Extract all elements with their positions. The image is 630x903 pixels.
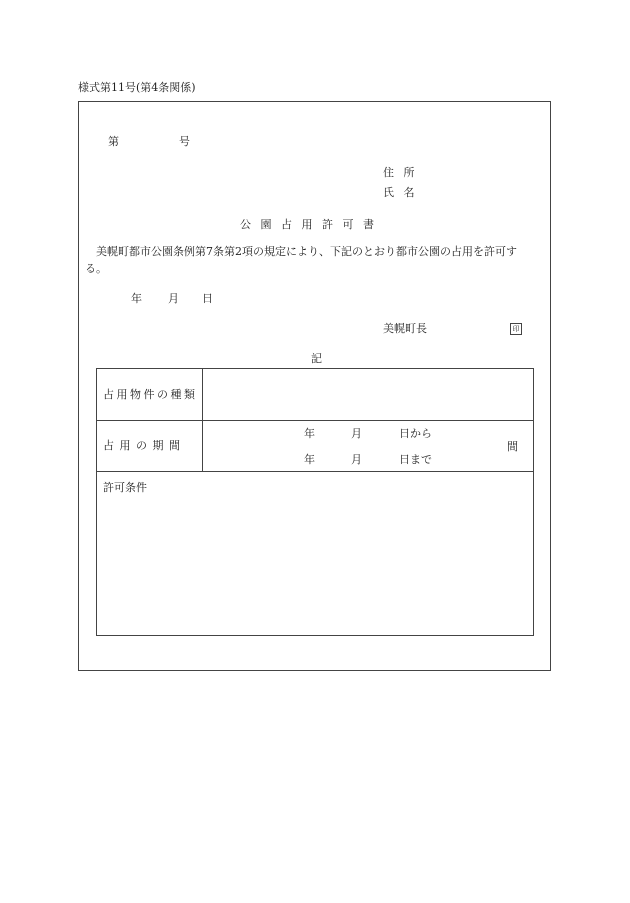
from-year: 年 — [304, 427, 315, 440]
from-month: 月 — [351, 427, 362, 440]
to-month: 月 — [351, 453, 362, 466]
document-title: 公 園 占 用 許 可 書 — [240, 218, 374, 231]
table-col-divider — [202, 369, 203, 471]
ki-label: 記 — [311, 352, 322, 365]
seal-mark — [510, 322, 522, 335]
doc-number-prefix: 第 — [108, 135, 119, 148]
date-month: 月 — [168, 292, 179, 305]
to-year: 年 — [304, 453, 315, 466]
to-day: 日まで — [399, 453, 432, 466]
row-label-object-type: 占用物件の種類 — [103, 388, 198, 401]
table-row-divider-2 — [97, 471, 533, 472]
seal-icon: 印 — [510, 323, 522, 335]
doc-number-suffix: 号 — [179, 135, 190, 148]
body-text-line1: 美幌町都市公園条例第7条第2項の規定により、下記のとおり都市公園の占用を許可す — [96, 245, 517, 258]
period-suffix: 間 — [507, 440, 518, 453]
row-label-period: 占 用 の 期 間 — [103, 439, 180, 452]
permit-table — [96, 368, 534, 636]
date-year: 年 — [131, 292, 142, 305]
name-label: 氏 名 — [383, 186, 415, 199]
address-label: 住 所 — [383, 166, 415, 179]
conditions-label: 許可条件 — [103, 481, 147, 494]
date-day: 日 — [202, 292, 213, 305]
issuer-label: 美幌町長 — [383, 322, 427, 335]
from-day: 日から — [399, 427, 432, 440]
body-text-line2: る。 — [85, 262, 107, 275]
table-row-divider-1 — [97, 420, 533, 421]
form-label: 様式第11号(第4条関係) — [78, 81, 196, 94]
